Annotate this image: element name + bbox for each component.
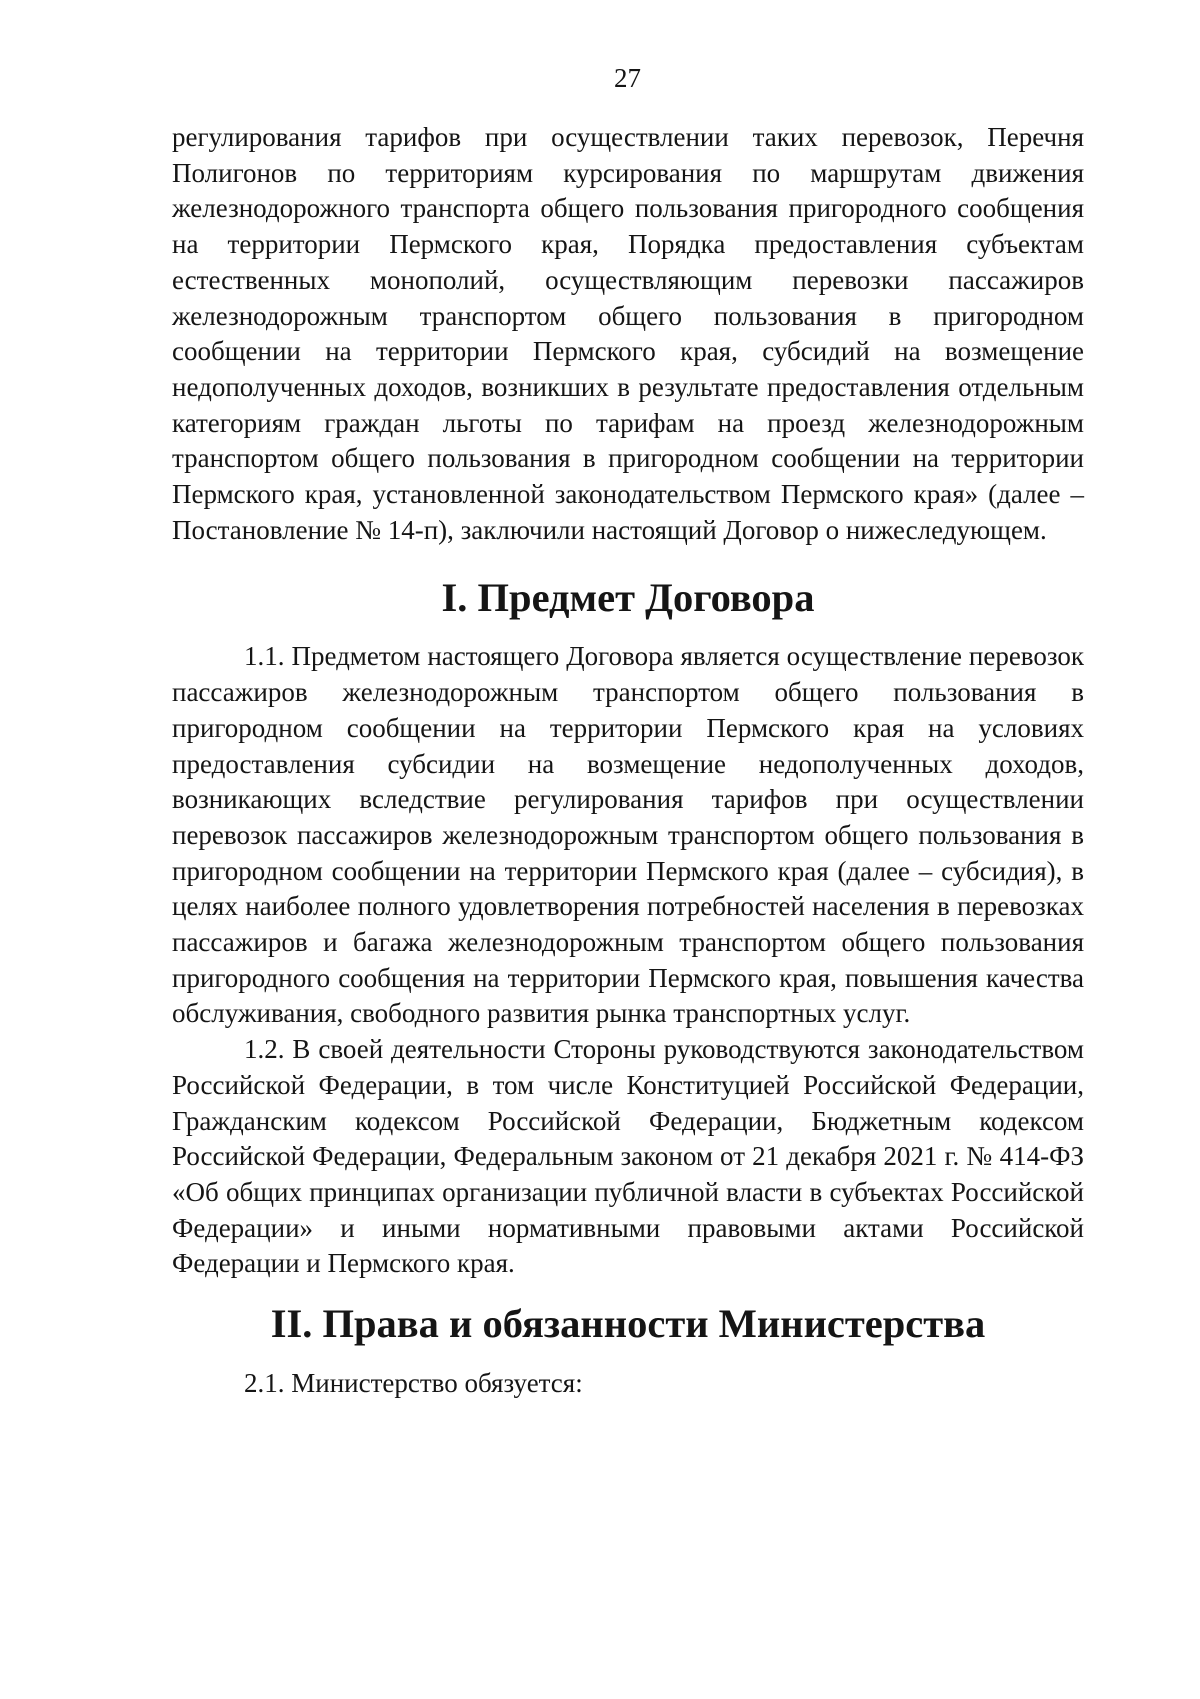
clause-2-1: 2.1. Министерство обязуется: <box>244 1368 583 1399</box>
intro-paragraph: регулирования тарифов при осуществлении таких перевозок, Перечня Полигонов по территориям курсирования по маршрутам движения железнодорожного транспорта общего пользования пригородного сообщения на территории Пермского края, Порядка предоставления субъектам естественных монополий, осуществляющим перевозки пассажиров железнодорожным транспортом общего пользования в пригородном сообщении на территории Пермского края, субсидий на возмещение недополученных доходов, возникших в результате предоставления отдельным категориям граждан льготы по тарифам на проезд железнодорожным транспортом общего пользования в пригородном сообщении на территории Пермского края, установленной законодательством Пермского края» (далее – Постановление № 14-п), заключили настоящий Договор о нижеследующем. <box>172 122 1084 545</box>
clause-1-2: 1.2. В своей деятельности Стороны руководствуются законодательством Российской Федерации, в том числе Конституцией Российской Федерации, Гражданским кодексом Российской Федерации, Бюджетным кодексом Российской Федерации, Федеральным законом от 21 декабря 2021 г. № 414-ФЗ «Об общих принципах организации публичной власти в субъектах Российской Федерации» и иными нормативными правовыми актами Российской Федерации и Пермского края. <box>172 1034 1084 1279</box>
section-1-heading: I. Предмет Договора <box>441 575 815 621</box>
section-2-heading: II. Права и обязанности Министерства <box>270 1301 986 1347</box>
document-body <box>172 120 1084 1402</box>
page-number: 27 <box>614 63 641 93</box>
clause-1-1: 1.1. Предметом настоящего Договора является осуществление перевозок пассажиров железнодорожным транспортом общего пользования в пригородном сообщении на территории Пермского края на условиях предоставления субсидии на возмещение недополученных доходов, возникающих вследствие регулирования тарифов при осуществлении перевозок пассажиров железнодорожным транспортом общего пользования в пригородном сообщении на территории Пермского края (далее – субсидия), в целях наиболее полного удовлетворения потребностей населения в перевозках пассажиров и багажа железнодорожным транспортом общего пользования пригородного сообщения на территории Пермского края, повышения качества обслуживания, свободного развития рынка транспортных услуг. <box>172 641 1084 1029</box>
